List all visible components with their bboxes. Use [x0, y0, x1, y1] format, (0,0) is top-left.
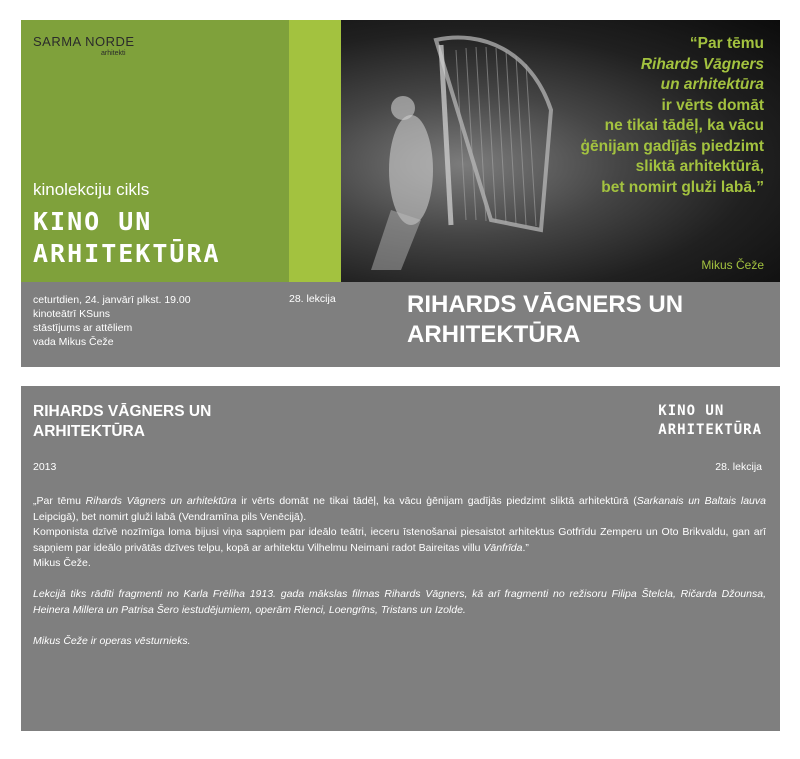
- lecture-number: 28. lekcija: [289, 293, 336, 305]
- event-info-line: stāstījums ar attēliem: [33, 322, 133, 334]
- event-info-line: vada Mikus Čeže: [33, 336, 114, 348]
- lecture-title: [407, 290, 683, 350]
- text: Leipcigā), bet nomirt gluži labā (Vendramīna pils Venēcijā).: [33, 510, 307, 523]
- quote-line: sliktā arhitektūrā,: [635, 158, 764, 175]
- lime-stripe: [289, 20, 341, 282]
- text: .”: [522, 541, 529, 554]
- quote-line: ģēnijam gadījās piedzimt: [580, 137, 764, 155]
- event-info-line: kinoteātrī KSuns: [33, 308, 111, 320]
- description-author: Mikus Čeže.: [33, 557, 91, 569]
- event-info-line: ceturtdien, 24. janvārī plkst. 19.00: [33, 294, 191, 306]
- text: Sarkanais un Baltais lauva: [636, 495, 766, 507]
- text: „Par tēmu: [33, 495, 86, 507]
- back-title-line2: ARHITEKTŪRA: [33, 423, 145, 440]
- series-title-line1: KINO UN: [33, 207, 153, 236]
- back-logo-line2: ARHITEKTŪRA: [658, 422, 762, 438]
- text: Komponista dzīvē nozīmīga loma bijusi viņa sapņiem par ideālo teātri, ieceru īstenošanai piesaistot arhitektus Gotfrīdu Zemperu un Oto Brikvaldu, gan arī sapņiem par ideālo privātās dzīves telpu, kopā ar arhitektu Vilhelmu Neimani radot Baireitas villu: [33, 526, 766, 554]
- quote-line: ne tikai tādēļ, ka vācu: [604, 117, 764, 134]
- green-panel: [21, 20, 289, 282]
- series-label: kinolekciju cikls: [33, 180, 150, 199]
- quote: [464, 34, 764, 198]
- description-bio: Mikus Čeže ir operas vēsturnieks.: [33, 634, 191, 647]
- quote-author: Mikus Čeže: [701, 258, 764, 272]
- text: Rihards Vāgners un arhitektūra: [85, 495, 237, 507]
- logo-subtitle: arhitekti: [101, 50, 126, 57]
- description-films: Lekcijā tiks rādīti fragmenti no Karla Frēliha 1913. gada mākslas filmas Rihards Vāgners, kā arī fragmenti no režisoru Filipa Štelcla, Ričarda Džounsa, Heinera Millera un Patrisa Šero iestudējumiem, operām Rienci, Loengrīns, Tristans un Izolde.: [33, 588, 766, 616]
- year: 2013: [33, 461, 57, 473]
- quote-line: ir vērts domāt: [661, 96, 764, 114]
- quote-line: bet nomirt gluži labā.”: [601, 178, 764, 196]
- back-lecture-number: 28. lekcija: [715, 461, 762, 473]
- lecture-title-line1: RIHARDS VĀGNERS UN: [407, 291, 684, 318]
- logo-name: SARMA NORDE: [33, 34, 135, 49]
- quote-line: Rihards Vāgners: [640, 55, 764, 73]
- event-info-bar: [21, 282, 780, 367]
- back-title: [33, 402, 211, 442]
- description-paragraph: [33, 525, 766, 556]
- back-card: [21, 386, 780, 731]
- back-logo-line1: KINO UN: [658, 403, 725, 419]
- quote-line: un arhitektūra: [660, 76, 764, 93]
- back-series-logo: [658, 402, 762, 440]
- series-title-line2: ARHITEKTŪRA: [33, 239, 221, 268]
- series-title: [33, 206, 221, 270]
- quote-line: “Par tēmu: [689, 35, 764, 52]
- harp-photo: [341, 20, 780, 282]
- back-title-line1: RIHARDS VĀGNERS UN: [33, 403, 212, 420]
- event-info: [33, 293, 191, 349]
- text: Vānfrīda: [483, 541, 523, 554]
- description-paragraph: [33, 494, 766, 525]
- lecture-title-line2: ARHITEKTŪRA: [407, 321, 581, 348]
- description: [33, 494, 766, 649]
- text: ir vērts domāt ne tikai tādēļ, ka vācu ģēnijam gadījās piedzimt sliktā arhitektūrā (: [236, 495, 637, 507]
- front-card: [21, 20, 780, 367]
